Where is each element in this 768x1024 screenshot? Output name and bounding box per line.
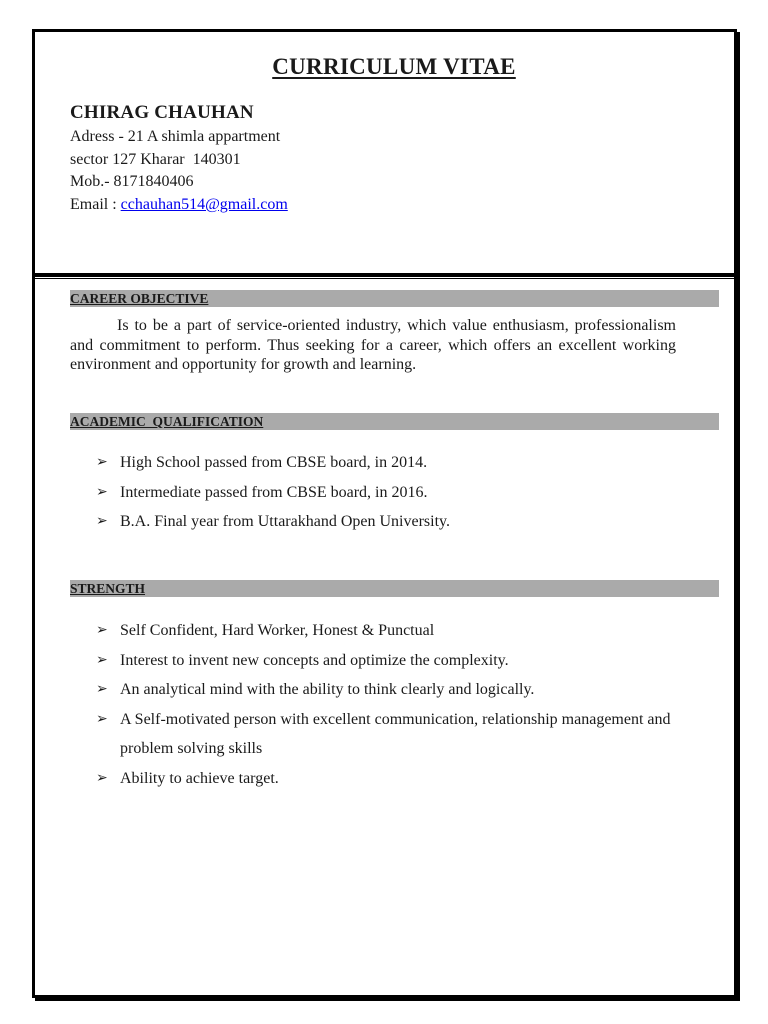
arrow-bullet-icon: ➢ <box>96 483 108 500</box>
list-item <box>96 646 720 676</box>
arrow-bullet-icon: ➢ <box>96 710 108 727</box>
list-item <box>96 705 720 764</box>
arrow-bullet-icon: ➢ <box>96 681 108 697</box>
academic-item-text: B.A. Final year from Uttarakhand Open University. <box>120 513 450 530</box>
strength-item-text: Self Confident, Hard Worker, Honest & Punctual <box>120 622 435 639</box>
arrow-bullet-icon: ➢ <box>96 651 108 668</box>
list-item <box>96 448 450 478</box>
email-row <box>70 195 288 215</box>
academic-list <box>96 448 450 537</box>
strength-item-text: Interest to invent new concepts and optimize the complexity. <box>120 651 509 669</box>
email-label: Email : <box>70 196 121 213</box>
academic-qualification-heading: ACADEMIC QUALIFICATION <box>70 414 264 429</box>
arrow-bullet-icon: ➢ <box>96 454 108 470</box>
academic-item-text: High School passed from CBSE board, in 2014. <box>120 454 428 471</box>
arrow-bullet-icon: ➢ <box>96 769 108 786</box>
strength-item-text: An analytical mind with the ability to think clearly and logically. <box>120 681 535 698</box>
academic-item-text: Intermediate passed from CBSE board, in 2016. <box>120 483 428 501</box>
strength-item-text: A Self-motivated person with excellent communication, relationship management and problem solving skills <box>120 710 671 757</box>
career-objective-text: Is to be a part of service-oriented industry, which value enthusiasm, professionalism and commitment to perform. Thus seeking for a career, which offers an excellent working environment and opportunity for growth and learning. <box>70 317 676 373</box>
strength-heading: STRENGTH <box>70 581 146 596</box>
header-divider-thin <box>35 278 734 279</box>
arrow-bullet-icon: ➢ <box>96 513 108 529</box>
strength-list <box>96 616 720 793</box>
header-divider <box>35 273 734 277</box>
list-item <box>96 675 720 705</box>
candidate-name: CHIRAG CHAUHAN <box>70 102 254 123</box>
address-line-2: sector 127 Kharar 140301 <box>70 151 241 168</box>
address-line-1: Adress - 21 A shimla appartment <box>70 128 281 145</box>
document-title: CURRICULUM VITAE <box>272 54 516 79</box>
email-link[interactable]: cchauhan514@gmail.com <box>120 196 288 213</box>
list-item <box>96 764 720 794</box>
strength-item-text: Ability to achieve target. <box>120 769 279 787</box>
list-item <box>96 616 720 646</box>
list-item <box>96 478 450 508</box>
career-objective-heading: CAREER OBJECTIVE <box>70 291 209 306</box>
mobile-number: Mob.- 8171840406 <box>70 173 194 190</box>
arrow-bullet-icon: ➢ <box>96 622 108 638</box>
strength-bar <box>70 580 719 597</box>
list-item <box>96 507 450 537</box>
